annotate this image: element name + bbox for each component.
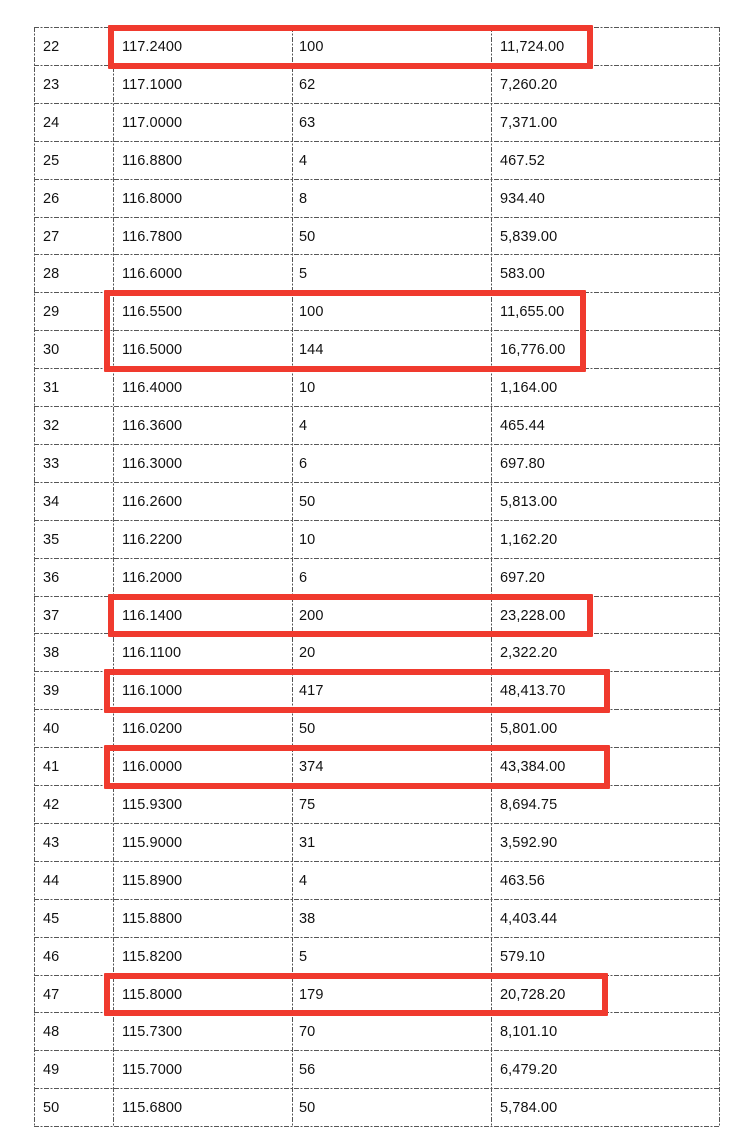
cell-amount: 2,322.20 [500,645,558,662]
cell-qty: 10 [299,380,316,397]
cell-qty: 31 [299,834,316,851]
cell-amount: 7,371.00 [500,114,558,131]
cell-price: 116.0000 [122,759,183,776]
cell-no: 22 [43,39,60,55]
cell-no: 45 [43,910,60,927]
cell-price: 115.6800 [122,1100,183,1117]
cell-price: 115.8200 [122,948,183,965]
cell-price: 116.7800 [122,228,183,245]
cell-qty: 6 [299,569,308,586]
cell-amount: 697.20 [500,569,545,586]
cell-no: 44 [43,872,60,889]
cell-price: 117.1000 [122,76,183,93]
cell-no: 41 [43,759,60,776]
cell-amount: 465.44 [500,418,545,434]
cell-no: 27 [43,228,60,245]
cell-qty: 50 [299,1100,316,1117]
cell-price: 116.2000 [122,569,183,586]
cell-no: 34 [43,493,60,510]
cell-qty: 62 [299,76,316,93]
cell-qty: 100 [299,304,324,321]
cell-no: 42 [43,797,60,813]
cell-qty: 63 [299,114,316,131]
cell-price: 116.1100 [122,645,182,662]
cell-no: 30 [43,342,60,359]
cell-amount: 1,162.20 [500,531,558,548]
cell-qty: 75 [299,797,316,813]
cell-amount: 5,839.00 [500,228,558,245]
cell-amount: 6,479.20 [500,1062,558,1079]
cell-qty: 100 [299,39,324,55]
cell-qty: 4 [299,418,308,434]
cell-amount: 583.00 [500,266,545,283]
cell-price: 116.4000 [122,380,183,397]
cell-no: 47 [43,986,60,1003]
cell-price: 115.9000 [122,834,183,851]
cell-amount: 3,592.90 [500,834,558,851]
cell-amount: 11,655.00 [500,304,565,321]
cell-amount: 23,228.00 [500,607,566,624]
cell-qty: 200 [299,607,324,624]
cell-price: 116.2200 [122,531,183,548]
cell-qty: 417 [299,683,324,700]
cell-amount: 5,813.00 [500,493,558,510]
cell-qty: 56 [299,1062,316,1079]
cell-qty: 20 [299,645,316,662]
cell-amount: 1,164.00 [500,380,558,397]
cell-price: 117.0000 [122,114,183,131]
cell-price: 115.7300 [122,1024,183,1041]
cell-qty: 144 [299,342,324,359]
cell-no: 43 [43,834,60,851]
cell-qty: 50 [299,228,316,245]
cell-no: 49 [43,1062,60,1079]
cell-amount: 467.52 [500,152,545,169]
cell-no: 38 [43,645,60,662]
cell-qty: 6 [299,455,308,472]
cell-no: 32 [43,418,60,434]
cell-amount: 5,801.00 [500,721,558,738]
cell-qty: 8 [299,190,308,207]
cell-price: 115.8800 [122,910,183,927]
cell-amount: 4,403.44 [500,910,558,927]
cell-no: 35 [43,531,60,548]
cell-qty: 70 [299,1024,316,1041]
cell-qty: 374 [299,759,324,776]
cell-price: 115.8000 [122,986,183,1003]
cell-no: 48 [43,1024,60,1041]
cell-price: 116.0200 [122,721,183,738]
cell-no: 50 [43,1100,60,1117]
cell-amount: 8,101.10 [500,1024,558,1041]
cell-price: 117.2400 [122,39,183,55]
cell-no: 46 [43,948,60,965]
cell-price: 115.7000 [122,1062,183,1079]
cell-amount: 7,260.20 [500,76,558,93]
cell-qty: 38 [299,910,316,927]
cell-no: 29 [43,304,60,321]
cell-amount: 463.56 [500,872,545,889]
cell-price: 115.8900 [122,872,183,889]
cell-amount: 5,784.00 [500,1100,558,1117]
cell-qty: 10 [299,531,316,548]
cell-price: 116.3600 [122,418,183,434]
cell-qty: 5 [299,266,308,283]
cell-no: 33 [43,455,60,472]
cell-qty: 179 [299,986,324,1003]
cell-amount: 48,413.70 [500,683,566,700]
cell-qty: 4 [299,872,308,889]
cell-no: 25 [43,152,60,169]
cell-no: 24 [43,114,60,131]
cell-price: 115.9300 [122,797,183,813]
cell-no: 28 [43,266,60,283]
cell-amount: 579.10 [500,948,545,965]
cell-price: 116.6000 [122,266,183,283]
cell-qty: 5 [299,948,308,965]
cell-qty: 50 [299,721,316,738]
cell-amount: 934.40 [500,190,545,207]
cell-price: 116.5000 [122,342,183,359]
cell-amount: 11,724.00 [500,39,565,55]
cell-no: 36 [43,569,60,586]
cell-price: 116.2600 [122,493,183,510]
cell-qty: 4 [299,152,308,169]
cell-no: 26 [43,190,60,207]
cell-price: 116.8800 [122,152,183,169]
cell-amount: 697.80 [500,455,545,472]
cell-amount: 8,694.75 [500,797,558,813]
cell-price: 116.5500 [122,304,183,321]
cell-qty: 50 [299,493,316,510]
cell-no: 23 [43,76,60,93]
cell-price: 116.1000 [122,683,183,700]
cell-amount: 20,728.20 [500,986,566,1003]
cell-price: 116.1400 [122,607,183,624]
cell-no: 31 [43,380,60,397]
cell-no: 39 [43,683,60,700]
cell-price: 116.3000 [122,455,183,472]
cell-price: 116.8000 [122,190,183,207]
cell-no: 40 [43,721,60,738]
cell-no: 37 [43,607,60,624]
cell-amount: 16,776.00 [500,342,566,359]
cell-amount: 43,384.00 [500,759,566,776]
